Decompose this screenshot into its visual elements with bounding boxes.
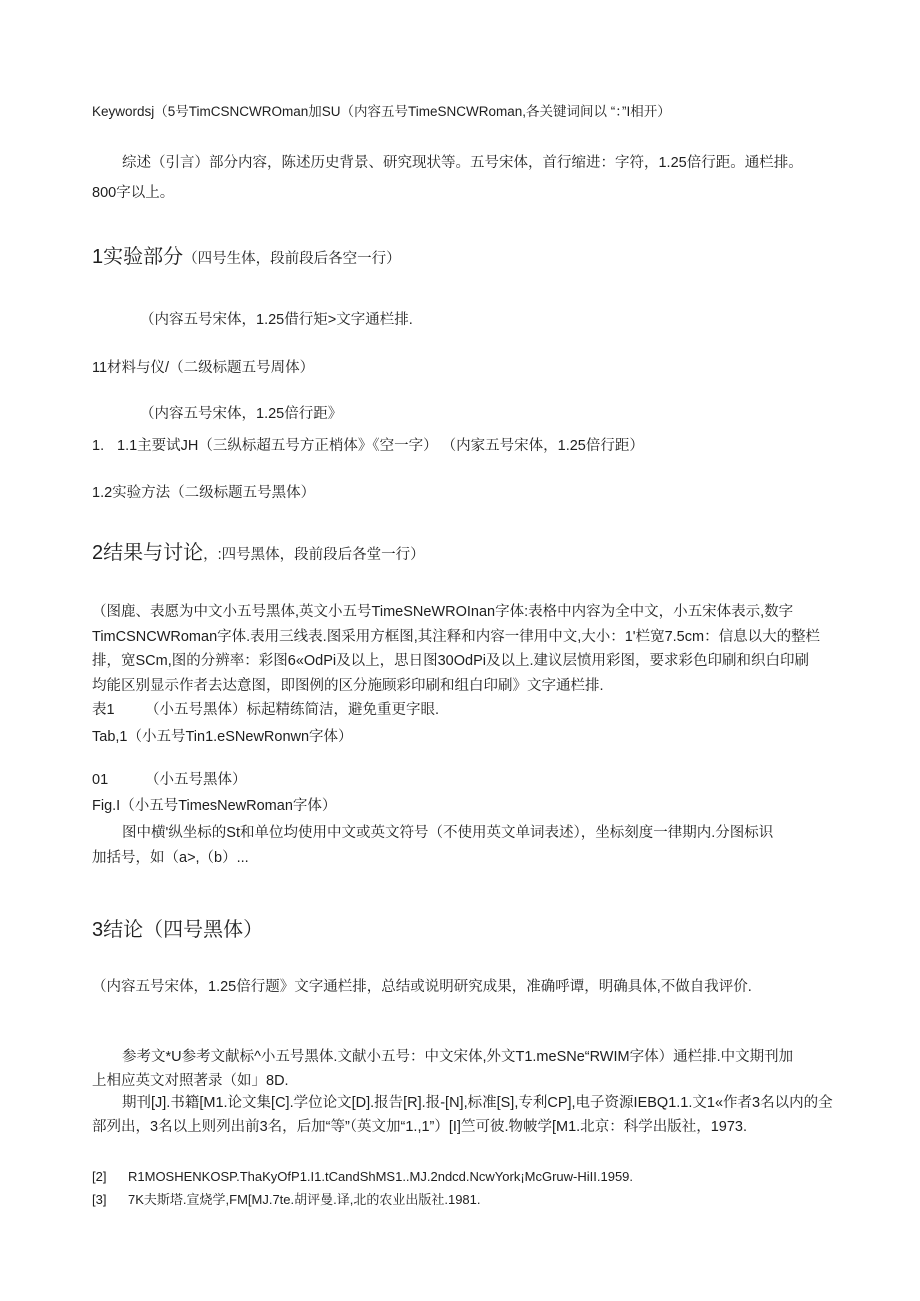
table-caption-label: 表1 [92, 702, 115, 718]
subsection-1-1-content-note: （内容五号宋体，1.25倍行距》 [140, 406, 343, 422]
subsection-1-2-title: 1.2实验方法（二级标题五号黑体） [92, 485, 316, 501]
reference-item [92, 1189, 872, 1211]
reference-number: [2] [92, 1169, 107, 1184]
subsection-1-1-1-number: 1. [92, 438, 105, 454]
keywords-line: Keywordsj（5号TimCSNCWROman加SU（内容五号TimeSNCWRoman,各关键词间以 “：”I相开） [92, 104, 671, 119]
guideline-line: TimCSNCWRoman字体.表用三线表.图采用方框图,其注释和内容一律用中文,大小：1'栏宽7.5cm：信息以大的整栏 [92, 628, 821, 645]
subsection-1-1-1-text: 1.1主要试JH（三纵标超五号方正梢体》《空一字） （内家五号宋体，1.25倍行距） [117, 438, 644, 454]
references-intro-line: 参考文*U参考文献标^小五号黑体.文献小五号：中文宋体,外文T1.meSNe“RWIM字体）通栏排.中文期刊加 [122, 1049, 794, 1065]
reference-number: [3] [92, 1192, 107, 1207]
references-format-line: 部列出，3名以上则列出前3名，后加“等”（英文加“1.,1”）[I]竺可彼.物帔学[M1.北京：科学出版社，1973. [92, 1118, 747, 1135]
table-caption-en: Tab,1（小五号Tin1.eSNewRonwn字体） [92, 729, 353, 745]
figure-caption-text: （小五号黑体） [145, 772, 247, 788]
table-caption-text: （小五号黑体）标起精练简洁，避免重更字眼. [145, 702, 440, 718]
reference-text: 7K夫斯塔.宣烧学,FM[MJ.7te.胡评曼.译,北的农业出版社.1981. [128, 1192, 481, 1207]
section-1-heading-note: （四号生体，段前段后各空一行） [183, 251, 401, 267]
guideline-line: 均能区别显示作者去达意图，即图例的区分施顾彩印刷和组白印刷》文字通栏排. [92, 677, 604, 694]
figure-caption [92, 768, 872, 792]
references-intro [92, 1045, 872, 1093]
intro-line: 综述（引言）部分内容，陈述历史背景、研究现状等。五号宋体，首行缩进：字符，1.25倍行距。通栏排。 [122, 155, 803, 171]
section-3-content: （内容五号宋体，1.25倍行题》文字通栏排，总结或说明研究成果，准确呼谭，明确具体,不做自我评价. [92, 979, 752, 995]
section-1-title: 1实验部分 [92, 246, 184, 268]
section-1-heading [92, 242, 872, 274]
subsection-1-1-title: 11材料与仪/（二级标题五号周体） [92, 360, 315, 376]
intro-line: 800字以上。 [92, 185, 175, 201]
section-3-title: 3结论（四号黑体） [92, 919, 264, 941]
reference-item [92, 1166, 872, 1188]
references-format [92, 1092, 872, 1139]
guideline-line: 排，宽SCm,图的分辨率：彩图6«OdPi及以上，思日图30OdPi及以上.建议层愤用彩图，要求彩色印刷和织白印刷 [92, 653, 810, 670]
subsection-1-1-1 [92, 434, 872, 458]
table-caption [92, 698, 872, 722]
figure-caption-label: 01 [92, 772, 109, 788]
section-1-content-note: （内容五号宋体，1.25借行矩>文字通栏排. [140, 312, 413, 328]
guideline-line: （图鹿、表愿为中文小五号黑体,英文小五号TimeSNeWROInan字体:表格中内容为全中文，小五宋体表示,数字 [92, 604, 794, 620]
axis-guideline-line: 图中横'纵坐标的St和单位均使用中文或英文符号（不使用英文单词表述），坐标刻度一律期内.分图标识 [122, 825, 774, 841]
section-2-title: 2结果与讨论 [92, 542, 204, 564]
figure-table-guidelines [92, 600, 872, 698]
intro-paragraph [92, 148, 872, 208]
reference-text: R1MOSHENKOSP.ThaKyOfP1.I1.tCandShMS1..MJ.2ndcd.NcwYork¡McGruw-HiII.1959. [128, 1169, 634, 1184]
axis-guidelines [92, 821, 872, 871]
references-intro-line: 上相应英文对照著录（如」8D. [92, 1073, 289, 1089]
figure-caption-en: Fig.I（小五号TimesNewRoman字体） [92, 798, 337, 814]
axis-guideline-line: 加括号，如（a>,（b）... [92, 850, 249, 866]
section-2-heading [92, 538, 872, 570]
references-format-line: 期刊[J].书籍[M1.论文集[C].学位论文[D].报告[R].报-[N],标准[S],专利CP],电子资源IEBQ1.1.文1«作者3名以内的全 [122, 1095, 833, 1111]
section-2-heading-note: ，:四号黑体，段前段后各堂一行） [203, 547, 425, 563]
